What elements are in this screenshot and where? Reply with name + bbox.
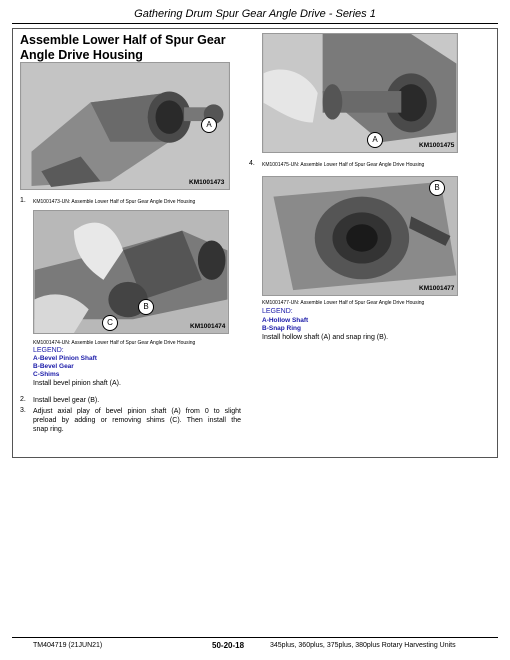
step-1-number: 1. [20, 197, 26, 204]
figure-km1001473 [20, 62, 230, 190]
legend-item: A-Bevel Pinion Shaft [33, 355, 97, 362]
step-3-line: snap ring. [33, 426, 64, 433]
figure-km1001477-photo [263, 177, 457, 295]
step-2-number: 2. [20, 396, 26, 403]
figure-caption: KM1001477-UN: Assemble Lower Half of Spur Gear Angle Drive Housing [262, 300, 425, 306]
legend-item: C-Shims [33, 371, 60, 378]
callout-a: A [201, 117, 217, 133]
step-2-text: Install bevel gear (B). [33, 397, 100, 404]
figure-caption: KM1001474-UN: Assemble Lower Half of Spur Gear Angle Drive Housing [33, 340, 196, 346]
step-3-text [33, 407, 241, 434]
figure-km1001475-photo [263, 34, 457, 152]
callout-b: B [138, 299, 154, 315]
callout-b: B [429, 180, 445, 196]
step-1-text: Install bevel pinion shaft (A). [33, 380, 121, 387]
figure-code: KM1001477 [419, 285, 455, 292]
header-rule [12, 23, 498, 24]
header-title: Gathering Drum Spur Gear Angle Drive - Series 1 [134, 8, 376, 20]
figure-code: KM1001473 [189, 179, 225, 186]
footer-rule [12, 637, 498, 638]
footer-page-number: 50-20-18 [212, 641, 245, 650]
figure-caption: KM1001473-UN: Assemble Lower Half of Spur Gear Angle Drive Housing [33, 199, 196, 205]
figure-caption: KM1001475-UN: Assemble Lower Half of Spur Gear Angle Drive Housing [262, 162, 425, 168]
figure-code: KM1001475 [419, 142, 455, 149]
figure-km1001474 [33, 210, 229, 334]
legend-item: A-Hollow Shaft [262, 317, 309, 324]
step-3-line: preload by adding or removing shims (C). Then install the [33, 417, 241, 424]
step-3-number: 3. [20, 407, 26, 414]
legend-item: B-Bevel Gear [33, 363, 74, 370]
footer-doc-id: TM404719 (21JUN21) [33, 642, 103, 649]
figure-km1001473-photo [21, 63, 229, 189]
callout-a: A [367, 132, 383, 148]
figure-km1001475 [262, 33, 458, 153]
figure-km1001477 [262, 176, 458, 296]
section-title: Assemble Lower Half of Spur Gear Angle Drive Housing [20, 33, 226, 62]
step-4-text: Install hollow shaft (A) and snap ring (B). [262, 334, 389, 341]
step-4-number: 4. [249, 160, 255, 167]
footer-models: 345plus, 360plus, 375plus, 380plus Rotary Harvesting Units [270, 642, 456, 649]
legend-title: LEGEND: [33, 347, 64, 354]
legend-title: LEGEND: [262, 308, 293, 315]
callout-c: C [102, 315, 118, 331]
figure-km1001474-photo [34, 211, 228, 333]
legend-item: B-Snap Ring [262, 325, 301, 332]
figure-code: KM1001474 [190, 323, 226, 330]
step-3-line: Adjust axial play of bevel pinion shaft (A) from 0 to slight [33, 408, 241, 415]
